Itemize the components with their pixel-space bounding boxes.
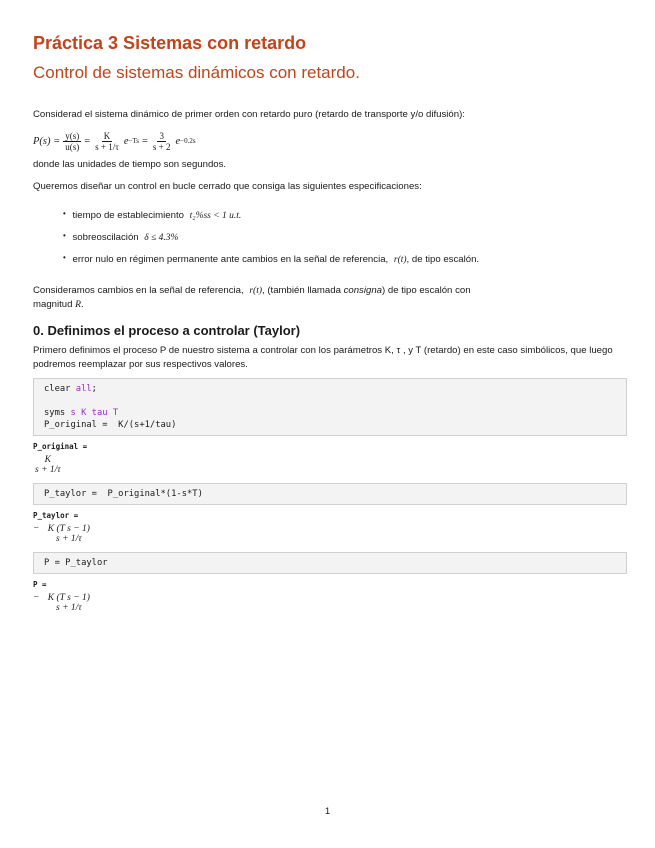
output-label: P = (33, 580, 47, 589)
output-label: P_taylor = (33, 511, 79, 520)
document-page (33, 30, 628, 613)
eq-fraction-2: $\frac{K}{s + 1/\tau}$ (95, 130, 119, 152)
page-subtitle: Control de sistemas dinámicos con retardo. (33, 63, 360, 82)
intro-paragraph: Considerad el sistema dinámico de primer orden con retardo puro (retardo de transporte y/o difusión): (33, 109, 465, 120)
design-intro: Queremos diseñar un control en bucle cerrado que consiga las siguientes especificaciones: (33, 181, 422, 192)
eq-lhs: P(s) = (33, 135, 61, 147)
section-paragraph: Primero definimos el proceso P de nuestro sistema a controlar con los parámetros K, τ , y T (retardo) en este caso simbólicos, que luego podremos reemplazar por sus respectivos valores. (33, 345, 613, 370)
page-title: Práctica 3 Sistemas con retardo (33, 33, 307, 53)
section-heading: 0. Definimos el proceso a controlar (Taylor) (33, 323, 301, 338)
reference-paragraph: Consideramos cambios en la señal de referencia, r(t), (también llamada consigna) de tipo escalón con magnitud R. (33, 285, 471, 310)
code-block[interactable]: clear all; syms s K tau T P_original = K/(s+1/tau) (33, 378, 627, 436)
output-expression: K s + 1/τ (35, 455, 61, 475)
output-expression: − K (T s − 1) s + 1/τ (33, 524, 90, 544)
eq-fraction-3: $\frac{3}{s + 2}$ (152, 130, 171, 152)
list-item: • sobreoscilación δ ≤ 4.3% (63, 226, 628, 248)
specifications-list (33, 204, 628, 270)
output-label: P_original = (33, 442, 88, 451)
output-expression: − K (T s − 1) s + 1/τ (33, 593, 90, 613)
page-number: 1 (324, 806, 331, 817)
transfer-function-equation: P(s) = $\frac{y(s)}{u(s)}$ = $\frac{K}{s + 1/\tau}$ e −Ts = $\frac{3}{s + 2}$ e −0.2s (33, 130, 196, 152)
list-item: • tiempo de establecimiento t₂%ss < 1 u.t. (63, 204, 628, 226)
code-block[interactable]: P = P_taylor (33, 552, 627, 574)
eq-fraction-1: $\frac{y(s)}{u(s)}$ (65, 130, 80, 152)
list-item: • error nulo en régimen permanente ante cambios en la señal de referencia, r(t), de tipo escalón. (63, 248, 628, 270)
units-note: donde las unidades de tiempo son segundos. (33, 159, 227, 170)
code-block[interactable]: P_taylor = P_original*(1-s*T) (33, 483, 627, 505)
